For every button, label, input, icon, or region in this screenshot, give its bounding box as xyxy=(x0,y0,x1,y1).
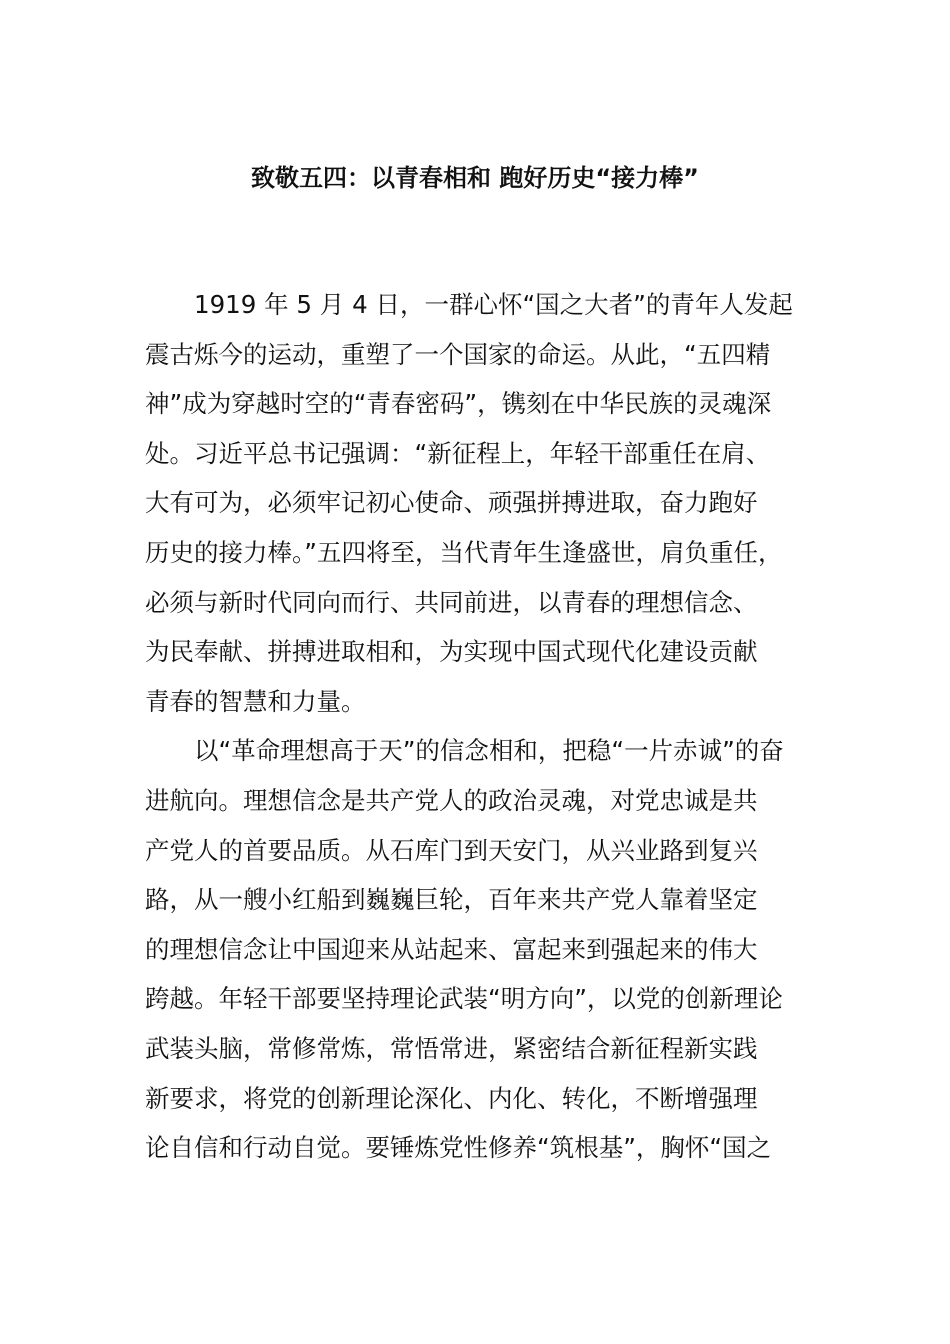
text-line: 必须与新时代同向而行、共同前进，以青春的理想信念、 xyxy=(145,587,758,617)
text-line: 大有可为，必须牢记初心使命、顽强拼搏进取，奋力跑好 xyxy=(145,488,758,518)
paragraph-2 xyxy=(145,726,845,1172)
text-line: 路，从一艘小红船到巍巍巨轮，百年来共产党人靠着坚定 xyxy=(145,885,758,915)
text-line: 论自信和行动自觉。要锤炼党性修养“筑根基”，胸怀“国之 xyxy=(145,1133,772,1163)
text-line: 震古烁今的运动，重塑了一个国家的命运。从此，“五四精 xyxy=(145,339,771,369)
text-line: 进航向。理想信念是共产党人的政治灵魂，对党忠诚是共 xyxy=(145,785,758,815)
document-title: 致敬五四：以青春相和 跑好历史“接力棒” xyxy=(251,164,699,192)
text-line: 武装头脑，常修常炼，常悟常进，紧密结合新征程新实践 xyxy=(145,1033,758,1063)
text-line: 为民奉献、拼搏进取相和，为实现中国式现代化建设贡献 xyxy=(145,637,758,667)
text-line: 新要求，将党的创新理论深化、内化、转化，不断增强理 xyxy=(145,1083,758,1113)
text-line: 跨越。年轻干部要坚持理论武装“明方向”，以党的创新理论 xyxy=(145,984,783,1014)
paragraph-1 xyxy=(145,280,845,726)
text-line: 处。习近平总书记强调：“新征程上，年轻干部重任在肩、 xyxy=(145,438,771,468)
text-line: 以“革命理想高于天”的信念相和，把稳“一片赤诚”的奋 xyxy=(194,736,784,766)
text-line: 神”成为穿越时空的“青春密码”，镌刻在中华民族的灵魂深 xyxy=(145,389,772,419)
text-line: 青春的智慧和力量。 xyxy=(145,686,366,716)
text-line: 1919 年 5 月 4 日，一群心怀“国之大者”的青年人发起 xyxy=(194,290,793,319)
text-line: 历史的接力棒。”五四将至，当代青年生逢盛世，肩负重任， xyxy=(145,537,783,567)
text-line: 产党人的首要品质。从石库门到天安门，从兴业路到复兴 xyxy=(145,835,758,865)
text-line: 的理想信念让中国迎来从站起来、富起来到强起来的伟大 xyxy=(145,934,758,964)
document-body xyxy=(145,280,845,1173)
